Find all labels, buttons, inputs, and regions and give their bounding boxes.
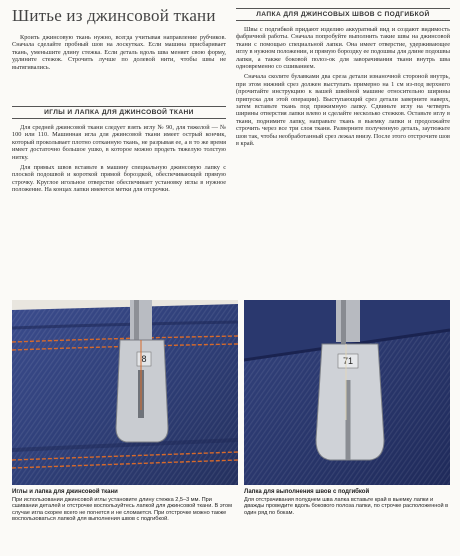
section-rule-top [236, 8, 450, 9]
foot-paragraph: Сначала сколите булавками два среза детали изнаночной стороной внутрь, при этом нижний срез должен выступать примерно на 1 см из-под верхнего (прочитайте инструкцию к вашей швейной машине относительно ширины припуска для этой операции). Выступающий срез детали заверните наверх, затем вставьте ткань под прижимную лапку. Сдвиньте иглу на четверть ширины отверстия лапки влево и сделайте несколько стежков. Оставьте иглу в ткани, поднимите лапку, направьте ткань в выемку лапки и продолжайте строчить через все три слоя ткани. Разверните полученную деталь, заутюжьте шов так, чтобы необработанный срез лежал внизу. После этого отстрочите шов в край. [236, 73, 450, 148]
photo-hem-foot [244, 300, 450, 485]
foot-number-label: 8 [141, 354, 147, 364]
caption-text: При использовании джинсовой иглы установите длину стежка 2,5–3 мм. При сшивании деталей и отстрочке воспользуйтесь лапкой для джинсовой ткани. В этом случае игла скорее всего не погнется и не сломается. При отстрочке можно также воспользоваться лапкой для выполнения швов с подгибкой. [12, 496, 232, 523]
page-title: Шитье из джинсовой ткани [12, 6, 216, 25]
needles-text [12, 124, 226, 197]
foot-text [236, 26, 450, 151]
section-rule-top [12, 106, 226, 107]
foot-paragraph: Швы с подгибкой придают изделию аккуратный вид и создают видимость фабричной работы. Сначала попробуйте выполнить такие швы на джинсовой ткани с помощью специальной лапки. Она имеет отверстие, удерживающее иглу в нужном положении, и прямую бороздку ее подошвы для длине подошвы лапки, а также боковой полоз-ок для заворачивания ткани внутрь шва одновременно со сшиванием. [236, 26, 450, 71]
section-heading-foot: ЛАПКА ДЛЯ ДЖИНСОВЫХ ШВОВ С ПОДГИБКОЙ [256, 11, 430, 18]
photo-denim-foot-image [12, 300, 238, 485]
intro-paragraph: Кроить джинсовую ткань нужно, всегда учитывая направление рубчиков. Сначала сделайте пробный шов на лоскутках. Если машина присбаривает ткань, уменьшите длину стежка. Если деталь вдоль шва меняет свою форму, удлините стежок. Строчить лучше по долевой нити, чтобы швы не вытягивались. [12, 34, 226, 71]
section-rule-bottom [236, 20, 450, 21]
caption-title: Лапка для выполнения швов с подгибкой [244, 489, 370, 495]
caption-photo-2 [244, 489, 450, 516]
foot-number-label: 71 [342, 356, 354, 366]
intro-text [12, 34, 226, 74]
section-rule-bottom [12, 118, 226, 119]
needles-paragraph: Для средней джинсовой ткани следует взять иглу № 90, для тяжелой — № 100 или 110. Машинная игла для джинсовой ткани имеет острый кончик, который проколывает плотно сотканную ткань, не разрывая ее, а в то же время имеет достаточно большое ушко, в которое можно продеть тяжелую толстую нитку. [12, 124, 226, 161]
caption-text: Для отстрачивания полуднем шва лапка вставьте край в выемку лапки и дважды проведите вдоль бокового полоза лапки, по строчке расположенной в один ряд по бокам. [244, 496, 449, 516]
caption-title: Иглы и лапка для джинсовой ткани [12, 489, 118, 495]
photo-denim-foot [12, 300, 238, 485]
section-heading-needles: ИГЛЫ И ЛАПКА ДЛЯ ДЖИНСОВОЙ ТКАНИ [44, 109, 194, 116]
photo-hem-foot-image [244, 300, 450, 485]
caption-photo-1 [12, 489, 238, 523]
needles-paragraph: Для прямых швов вставьте в машину специальную джинсовую лапку с плоской подошвой и короткой прямой бороздкой, обеспечивающей прямую строчку. Круглое игольное отверстие обеспечивает установку иглы в нужное положение. На концах лапки имеются метки для отсрочки. [12, 164, 226, 194]
